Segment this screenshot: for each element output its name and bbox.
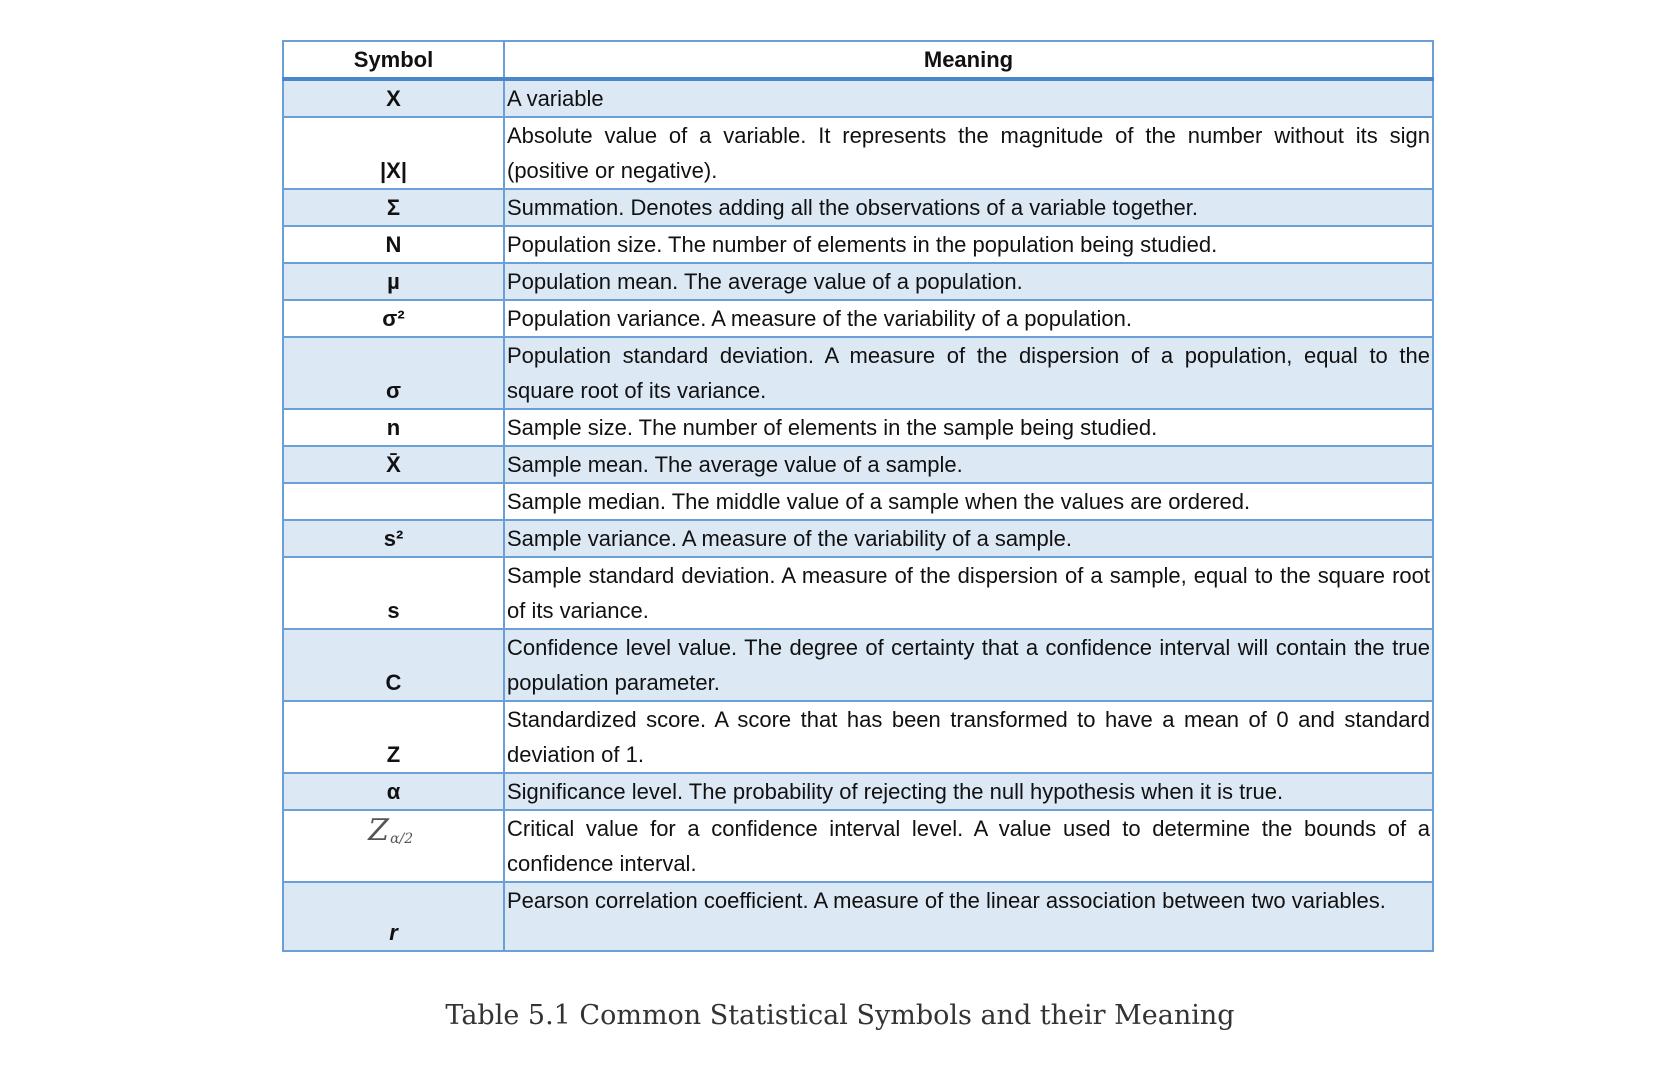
table-row (283, 117, 1433, 189)
meaning-cell: Sample mean. The average value of a sample. (504, 446, 1433, 483)
meaning-cell: Population variance. A measure of the variability of a population. (504, 300, 1433, 337)
symbol-cell: Z (283, 701, 504, 773)
table-row (283, 337, 1433, 409)
symbol-cell (283, 483, 504, 520)
meaning-cell: Pearson correlation coefficient. A measure of the linear association between two variables. (504, 882, 1433, 951)
table-row (283, 773, 1433, 810)
meaning-cell: Population mean. The average value of a population. (504, 263, 1433, 300)
symbol-cell: Σ (283, 189, 504, 226)
meaning-cell: A variable (504, 79, 1433, 117)
symbols-table (282, 40, 1434, 952)
meaning-cell: Sample standard deviation. A measure of the dispersion of a sample, equal to the square root of its variance. (504, 557, 1433, 629)
table-row (283, 79, 1433, 117)
table-row (283, 520, 1433, 557)
meaning-cell: Standardized score. A score that has been transformed to have a mean of 0 and standard deviation of 1. (504, 701, 1433, 773)
critical-value-symbol-subscript: α/2 (390, 831, 414, 847)
table-row (283, 189, 1433, 226)
table-row (283, 300, 1433, 337)
symbols-figure (282, 40, 1432, 952)
symbol-cell: s (283, 557, 504, 629)
meaning-cell: Sample variance. A measure of the variability of a sample. (504, 520, 1433, 557)
table-row (283, 483, 1433, 520)
meaning-column-header: Meaning (504, 41, 1433, 79)
meaning-cell: Population size. The number of elements in the population being studied. (504, 226, 1433, 263)
symbol-column-header: Symbol (283, 41, 504, 79)
meaning-cell: Critical value for a confidence interval level. A value used to determine the bounds of a confidence interval. (504, 810, 1433, 882)
symbol-cell: µ (283, 263, 504, 300)
table-row (283, 882, 1433, 951)
table-caption: Table 5.1 Common Statistical Symbols and their Meaning (445, 1000, 1235, 1031)
symbol-cell: σ (283, 337, 504, 409)
symbol-cell (283, 810, 504, 882)
table-header-row (283, 41, 1433, 79)
meaning-cell: Summation. Denotes adding all the observations of a variable together. (504, 189, 1433, 226)
symbol-cell: r (283, 882, 504, 951)
meaning-cell: Sample median. The middle value of a sample when the values are ordered. (504, 483, 1433, 520)
critical-value-symbol-base: Z (368, 813, 389, 848)
symbol-cell: X̄ (283, 446, 504, 483)
symbol-cell: s² (283, 520, 504, 557)
meaning-cell: Sample size. The number of elements in the sample being studied. (504, 409, 1433, 446)
table-row (283, 629, 1433, 701)
meaning-cell: Absolute value of a variable. It represents the magnitude of the number without its sign (positive or negative). (504, 117, 1433, 189)
symbol-cell: σ² (283, 300, 504, 337)
symbol-cell: |X| (283, 117, 504, 189)
table-row (283, 701, 1433, 773)
symbol-cell: N (283, 226, 504, 263)
symbol-cell: C (283, 629, 504, 701)
meaning-cell: Population standard deviation. A measure of the dispersion of a population, equal to the square root of its variance. (504, 337, 1433, 409)
critical-value-symbol (368, 811, 419, 851)
table-row (283, 810, 1433, 882)
table-row (283, 409, 1433, 446)
table-row (283, 263, 1433, 300)
table-row (283, 446, 1433, 483)
meaning-cell: Significance level. The probability of rejecting the null hypothesis when it is true. (504, 773, 1433, 810)
symbol-cell: n (283, 409, 504, 446)
table-row (283, 557, 1433, 629)
meaning-cell: Confidence level value. The degree of certainty that a confidence interval will contain the true population parameter. (504, 629, 1433, 701)
symbol-cell: X (283, 79, 504, 117)
symbol-cell: α (283, 773, 504, 810)
table-row (283, 226, 1433, 263)
